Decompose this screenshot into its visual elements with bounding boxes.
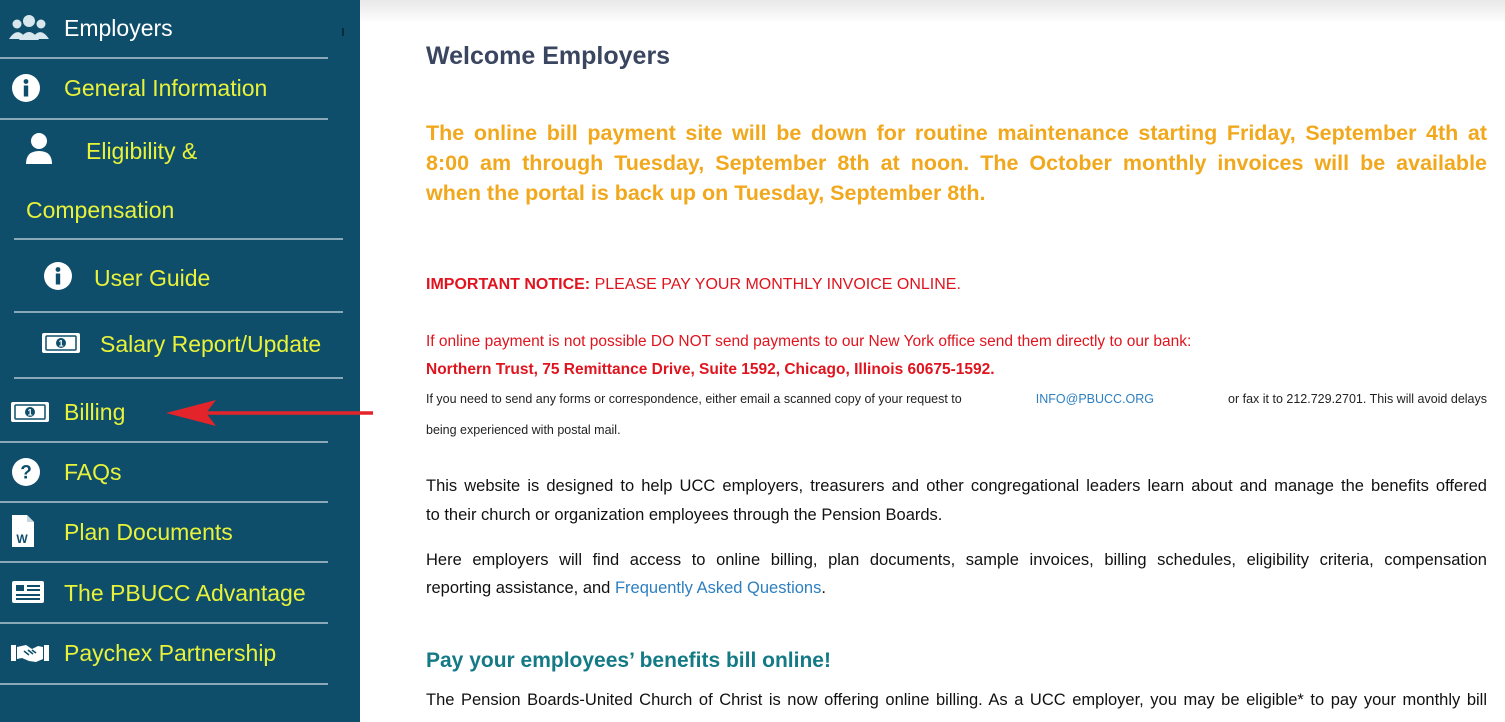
divider: [14, 311, 343, 313]
sidebar: [0, 0, 360, 722]
person-icon: [24, 132, 54, 166]
access-paragraph-line1: Here employers will find access to online billing, plan documents, sample invoices, billing schedules, eligibility criteria, compensation: [426, 551, 1487, 569]
scroll-marker: [342, 28, 344, 36]
important-notice: [426, 276, 961, 294]
divider: [0, 57, 328, 59]
main-content: [360, 0, 1505, 722]
important-notice-label: IMPORTANT NOTICE:: [426, 276, 591, 293]
maintenance-notice-line2: 8:00 am through Tuesday, September 8th at noon. The October monthly invoices will be available: [426, 151, 1487, 175]
svg-text:?: ?: [20, 462, 32, 484]
access-paragraph-line2: [426, 579, 826, 598]
divider: [0, 683, 328, 685]
sidebar-header-employers[interactable]: Employers: [64, 14, 173, 41]
correspondence-note: [426, 392, 1487, 406]
intro-paragraph-line1: This website is designed to help UCC employers, treasurers and other congregational leaders learn about and manage the benefits offered: [426, 477, 1487, 495]
email-link[interactable]: INFO@PBUCC.ORG: [1035, 392, 1155, 406]
sidebar-item-eligibility-compensation[interactable]: Eligibility &: [86, 137, 198, 164]
sidebar-item-plan-documents[interactable]: Plan Documents: [64, 518, 233, 545]
maintenance-notice-line1: The online bill payment site will be down for routine maintenance starting Friday, September 4th at: [426, 121, 1487, 145]
money-icon: [10, 400, 50, 424]
access-paragraph-text: reporting assistance, and: [426, 579, 611, 597]
faq-link[interactable]: Frequently Asked Questions: [614, 579, 822, 597]
newspaper-icon: [11, 580, 45, 604]
bank-note: If online payment is not possible DO NOT send payments to our New York office send them directly to our bank:: [426, 333, 1192, 350]
online-billing-paragraph: The Pension Boards-United Church of Christ is now offering online billing. As a UCC employer, you may be eligible* to pay your monthly bill: [426, 691, 1487, 709]
annotation-arrow: [162, 398, 377, 428]
correspondence-note-line2: being experienced with postal mail.: [426, 423, 621, 437]
sidebar-item-faqs[interactable]: FAQs: [64, 458, 122, 485]
info-icon: [43, 261, 73, 291]
sidebar-item-general-information[interactable]: General Information: [64, 74, 268, 101]
divider: [0, 622, 328, 624]
correspondence-text-before: If you need to send any forms or correspondence, either email a scanned copy of your request to: [426, 392, 962, 406]
info-icon: [11, 73, 41, 103]
maintenance-notice-line3: when the portal is back up on Tuesday, September 8th.: [426, 181, 986, 205]
svg-text:1: 1: [58, 338, 64, 349]
page-title: Welcome Employers: [426, 42, 671, 70]
sidebar-item-eligibility-compensation-line2[interactable]: Compensation: [26, 196, 175, 223]
users-icon: [8, 12, 50, 42]
correspondence-text-after: or fax it to 212.729.2701. This will avoid delays: [1228, 392, 1487, 406]
divider: [0, 561, 328, 563]
sidebar-item-paychex-partnership[interactable]: Paychex Partnership: [64, 639, 277, 666]
svg-text:1: 1: [27, 407, 33, 418]
divider: [14, 377, 343, 379]
divider: [14, 238, 343, 240]
important-notice-text: PLEASE PAY YOUR MONTHLY INVOICE ONLINE.: [590, 276, 961, 293]
bank-address: Northern Trust, 75 Remittance Drive, Suite 1592, Chicago, Illinois 60675-1592.: [426, 361, 995, 378]
sidebar-item-salary-report[interactable]: Salary Report/Update: [100, 330, 322, 357]
question-icon: [11, 457, 41, 487]
divider: [0, 118, 328, 120]
sidebar-item-pbucc-advantage[interactable]: The PBUCC Advantage: [64, 579, 306, 606]
sidebar-item-user-guide[interactable]: User Guide: [94, 264, 211, 291]
intro-paragraph-line2: to their church or organization employees through the Pension Boards.: [426, 506, 943, 524]
sidebar-item-billing[interactable]: Billing: [64, 398, 126, 425]
pay-online-heading: Pay your employees’ benefits bill online!: [426, 649, 831, 672]
access-paragraph-period: .: [821, 579, 826, 597]
divider: [0, 441, 328, 443]
svg-text:W: W: [16, 532, 28, 546]
word-document-icon: [11, 514, 35, 548]
money-icon: [41, 331, 81, 355]
handshake-icon: [10, 641, 50, 665]
divider: [0, 501, 328, 503]
